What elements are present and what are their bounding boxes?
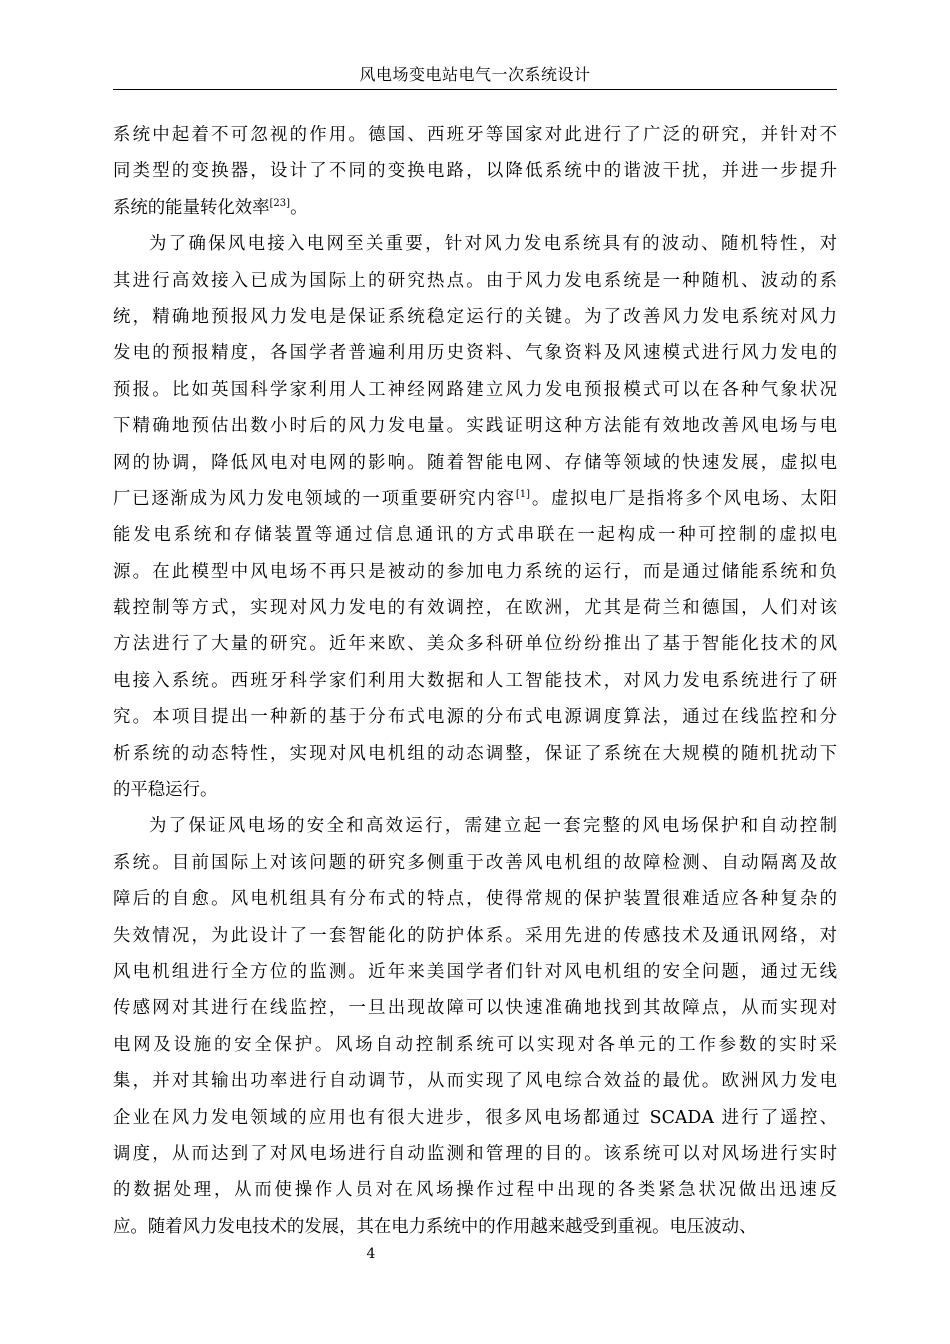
text-line bbox=[113, 808, 837, 844]
text-line bbox=[113, 845, 837, 881]
text-line bbox=[113, 1063, 837, 1099]
page-number: 4 bbox=[366, 1246, 376, 1262]
paragraph bbox=[113, 226, 837, 808]
text-line bbox=[113, 263, 837, 299]
line-text: 其进行高效接入已成为国际上的研究热点。由于风力发电系统是一种随机、波动的系 bbox=[113, 270, 837, 291]
text-line bbox=[113, 335, 837, 371]
line-text: 的平稳运行。 bbox=[113, 780, 218, 801]
text-line bbox=[113, 517, 837, 553]
line-text: 析系统的动态特性，实现对风电机组的动态调整，保证了系统在大规模的随机扰动下 bbox=[113, 743, 837, 764]
text-line bbox=[113, 1209, 837, 1245]
line-text: 系统。目前国际上对该问题的研究多侧重于改善风电机组的故障检测、自动隔离及故 bbox=[113, 852, 837, 873]
line-text: 系统的能量转化效率 bbox=[113, 197, 270, 218]
text-line bbox=[113, 117, 837, 153]
line-text: 为了确保风电接入电网至关重要，针对风力发电系统具有的波动、随机特性，对 bbox=[149, 234, 837, 255]
running-header: 风电场变电站电气一次系统设计 bbox=[359, 65, 591, 84]
line-text: 电网及设施的安全保护。风场自动控制系统可以实现对各单元的工作参数的实时采 bbox=[113, 1034, 837, 1055]
text-line bbox=[113, 990, 837, 1026]
text-line bbox=[113, 1027, 837, 1063]
citation-superscript: [23] bbox=[269, 197, 291, 209]
text-line bbox=[113, 590, 837, 626]
line-text: 集，并对其输出功率进行自动调节，从而实现了风电综合效益的最优。欧洲风力发电 bbox=[113, 1071, 837, 1092]
text-line bbox=[113, 299, 837, 335]
text-line bbox=[113, 408, 837, 444]
text-line bbox=[113, 481, 837, 517]
line-text: 预报。比如英国科学家利用人工神经网路建立风力发电预报模式可以在各种气象状况 bbox=[113, 379, 837, 400]
text-line bbox=[113, 153, 837, 189]
text-line bbox=[113, 1172, 837, 1208]
line-text: 传感网对其进行在线监控，一旦出现故障可以快速准确地找到其故障点，从而实现对 bbox=[113, 998, 837, 1019]
text-line bbox=[113, 372, 837, 408]
line-text: 系统中起着不可忽视的作用。德国、西班牙等国家对此进行了广泛的研究，并针对不 bbox=[113, 125, 837, 145]
line-text: 失效情况，为此设计了一套智能化的防护体系。采用先进的传感技术及通讯网络，对 bbox=[113, 925, 837, 946]
text-line bbox=[113, 554, 837, 590]
line-text: 为了保证风电场的安全和高效运行，需建立起一套完整的风电场保护和自动控制 bbox=[149, 816, 837, 837]
text-line bbox=[113, 736, 837, 772]
body-text bbox=[113, 117, 837, 1245]
line-text: 电接入系统。西班牙科学家们利用大数据和人工智能技术，对风力发电系统进行了研 bbox=[113, 670, 837, 691]
line-text: 究。本项目提出一种新的基于分布式电源的分布式电源调度算法，通过在线监控和分 bbox=[113, 707, 837, 728]
text-line bbox=[113, 954, 837, 990]
text-line bbox=[113, 626, 837, 662]
line-text: 厂已逐渐成为风力发电领域的一项重要研究内容 bbox=[113, 488, 516, 509]
line-text: 下精确地预估出数小时后的风力发电量。实践证明这种方法能有效地改善风电场与电 bbox=[113, 416, 837, 437]
line-text: 发电的预报精度，各国学者普遍利用历史资料、气象资料及风速模式进行风力发电的 bbox=[113, 343, 837, 364]
text-line bbox=[113, 1136, 837, 1172]
text-line bbox=[113, 918, 837, 954]
line-text: 源。在此模型中风电场不再只是被动的参加电力系统的运行，而是通过储能系统和负 bbox=[113, 561, 837, 582]
line-text: 调度，从而达到了对风电场进行自动监测和管理的目的。该系统可以对风场进行实时 bbox=[113, 1143, 837, 1164]
paragraph bbox=[113, 808, 837, 1245]
text-line bbox=[113, 1100, 837, 1136]
text-line bbox=[113, 190, 837, 226]
text-line bbox=[113, 881, 837, 917]
line-text: 的数据处理，从而使操作人员对在风场操作过程中出现的各类紧急状况做出迅速反 bbox=[113, 1180, 837, 1201]
line-text: 方法进行了大量的研究。近年来欧、美众多科研单位纷纷推出了基于智能化技术的风 bbox=[113, 634, 837, 655]
line-text: 企业在风力发电领域的应用也有很大进步，很多风电场都通过 SCADA 进行了遥控、 bbox=[113, 1107, 837, 1128]
citation-superscript: [1] bbox=[515, 488, 531, 500]
text-line bbox=[113, 445, 837, 481]
line-text: 能发电系统和存储装置等通过信息通讯的方式串联在一起构成一种可控制的虚拟电 bbox=[113, 525, 837, 546]
line-text: 障后的自愈。风电机组具有分布式的特点，使得常规的保护装置很难适应各种复杂的 bbox=[113, 889, 837, 910]
line-text: 网的协调，降低风电对电网的影响。随着智能电网、存储等领域的快速发展，虚拟电 bbox=[113, 452, 837, 473]
line-text: 风电机组进行全方位的监测。近年来美国学者们针对风电机组的安全问题，通过无线 bbox=[113, 961, 837, 982]
line-text: 同类型的变换器，设计了不同的变换电路，以降低系统中的谐波干扰，并进一步提升 bbox=[113, 161, 837, 182]
line-text: 应。随着风力发电技术的发展，其在电力系统中的作用越来越受到重视。电压波动、 bbox=[113, 1216, 757, 1237]
line-text-after-citation: 。虚拟电厂是指将多个风电场、太阳 bbox=[530, 488, 837, 509]
paragraph bbox=[113, 117, 837, 226]
line-text: 统，精确地预报风力发电是保证系统稳定运行的关键。为了改善风力发电系统对风力 bbox=[113, 306, 837, 327]
text-line bbox=[113, 772, 837, 808]
text-line bbox=[113, 226, 837, 262]
text-line bbox=[113, 699, 837, 735]
text-line bbox=[113, 663, 837, 699]
header-rule bbox=[113, 89, 837, 90]
line-text: 载控制等方式，实现对风力发电的有效调控，在欧洲，尤其是荷兰和德国，人们对该 bbox=[113, 598, 837, 619]
line-text-after-citation: 。 bbox=[290, 197, 308, 218]
